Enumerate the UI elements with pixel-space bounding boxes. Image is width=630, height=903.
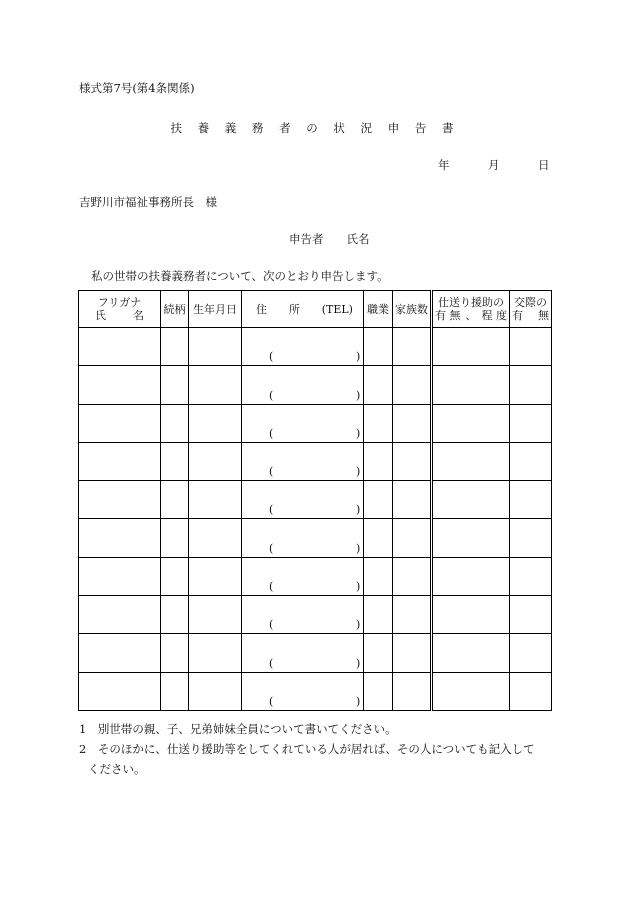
table-row [79, 481, 552, 519]
birthdate-cell[interactable] [189, 442, 242, 480]
tel-paren-open: ( [269, 656, 274, 670]
note-2-continued: ください。 [88, 762, 146, 776]
contact-cell[interactable] [510, 672, 552, 710]
name-cell[interactable] [79, 634, 161, 672]
address-cell[interactable] [242, 634, 364, 672]
tel-placeholder [242, 481, 363, 518]
declarant-name-label: 申告者 氏名 [289, 232, 370, 246]
table-row [79, 366, 552, 404]
relation-cell[interactable] [161, 672, 189, 710]
support-cell[interactable] [432, 442, 510, 480]
header-relation: 続柄 [161, 291, 189, 328]
obligor-table [78, 290, 552, 711]
address-cell[interactable] [242, 672, 364, 710]
tel-paren-open: ( [269, 388, 274, 402]
support-cell[interactable] [432, 366, 510, 404]
tel-placeholder [242, 596, 363, 633]
occupation-cell[interactable] [364, 634, 393, 672]
name-cell[interactable] [79, 672, 161, 710]
header-furigana: フリガナ [97, 296, 142, 309]
tel-placeholder [242, 673, 363, 710]
relation-cell[interactable] [161, 519, 189, 557]
date-month-label: 月 [488, 158, 500, 172]
tel-paren-close: ) [356, 426, 361, 440]
support-cell[interactable] [432, 519, 510, 557]
table-row [79, 404, 552, 442]
tel-placeholder [242, 519, 363, 556]
occupation-cell[interactable] [364, 557, 393, 595]
support-cell[interactable] [432, 328, 510, 366]
note-1: 1 別世帯の親、子、兄弟姉妹全員について書いてください。 [79, 722, 397, 736]
family-count-cell[interactable] [393, 404, 432, 442]
birthdate-cell[interactable] [189, 328, 242, 366]
birthdate-cell[interactable] [189, 634, 242, 672]
tel-paren-open: ( [269, 465, 274, 479]
tel-paren-close: ) [356, 580, 361, 594]
relation-cell[interactable] [161, 328, 189, 366]
relation-cell[interactable] [161, 634, 189, 672]
name-cell[interactable] [79, 366, 161, 404]
table-row [79, 672, 552, 710]
address-cell[interactable] [242, 442, 364, 480]
form-number: 様式第7号(第4条関係) [79, 81, 195, 95]
relation-cell[interactable] [161, 404, 189, 442]
name-cell[interactable] [79, 328, 161, 366]
birthdate-cell[interactable] [189, 366, 242, 404]
address-cell[interactable] [242, 404, 364, 442]
family-count-cell[interactable] [393, 519, 432, 557]
table-row [79, 442, 552, 480]
contact-cell[interactable] [510, 481, 552, 519]
tel-paren-open: ( [269, 618, 274, 632]
document-title: 扶 養 義 務 者 の 状 況 申 告 書 [170, 121, 460, 135]
family-count-cell[interactable] [393, 634, 432, 672]
header-support-2a: 有 無 [435, 309, 461, 322]
name-cell[interactable] [79, 442, 161, 480]
tel-placeholder [242, 366, 363, 403]
header-support [432, 291, 510, 328]
tel-paren-open: ( [269, 541, 274, 555]
address-cell[interactable] [242, 557, 364, 595]
name-cell[interactable] [79, 596, 161, 634]
tel-paren-open: ( [269, 580, 274, 594]
table-row [79, 596, 552, 634]
tel-paren-close: ) [356, 656, 361, 670]
occupation-cell[interactable] [364, 481, 393, 519]
contact-cell[interactable] [510, 328, 552, 366]
tel-paren-close: ) [356, 465, 361, 479]
occupation-cell[interactable] [364, 519, 393, 557]
table-header-row [79, 291, 552, 328]
tel-paren-open: ( [269, 694, 274, 708]
tel-placeholder [242, 328, 363, 365]
family-count-cell[interactable] [393, 596, 432, 634]
header-birthdate: 生年月日 [189, 291, 242, 328]
support-cell[interactable] [432, 557, 510, 595]
tel-placeholder [242, 443, 363, 480]
tel-placeholder [242, 405, 363, 442]
tel-placeholder [242, 558, 363, 595]
tel-placeholder [242, 634, 363, 671]
header-support-2b: 、 [465, 309, 477, 322]
birthdate-cell[interactable] [189, 672, 242, 710]
header-contact-2a: 有 [512, 309, 523, 322]
tel-paren-open: ( [269, 426, 274, 440]
name-cell[interactable] [79, 481, 161, 519]
table-row [79, 634, 552, 672]
occupation-cell[interactable] [364, 404, 393, 442]
address-cell[interactable] [242, 481, 364, 519]
birthdate-cell[interactable] [189, 404, 242, 442]
contact-cell[interactable] [510, 519, 552, 557]
address-cell[interactable] [242, 328, 364, 366]
date-year-label: 年 [438, 158, 450, 172]
tel-paren-open: ( [269, 503, 274, 517]
header-name [79, 291, 161, 328]
family-count-cell[interactable] [393, 328, 432, 366]
addressee: 吉野川市福祉事務所長 様 [79, 195, 217, 209]
header-support-1: 仕送り援助の [438, 296, 504, 309]
occupation-cell[interactable] [364, 672, 393, 710]
header-contact-1: 交際の [514, 296, 547, 309]
table-row [79, 328, 552, 366]
header-address-tel: (TEL) [321, 302, 353, 316]
date-day-label: 日 [538, 158, 550, 172]
address-cell[interactable] [242, 519, 364, 557]
occupation-cell[interactable] [364, 328, 393, 366]
contact-cell[interactable] [510, 557, 552, 595]
header-support-2c: 程 度 [481, 309, 507, 322]
contact-cell[interactable] [510, 596, 552, 634]
header-occupation: 職業 [364, 291, 393, 328]
tel-paren-close: ) [356, 694, 361, 708]
occupation-cell[interactable] [364, 442, 393, 480]
occupation-cell[interactable] [364, 596, 393, 634]
header-name-2: 名 [133, 309, 144, 322]
birthdate-cell[interactable] [189, 557, 242, 595]
support-cell[interactable] [432, 634, 510, 672]
relation-cell[interactable] [161, 596, 189, 634]
header-address-2: 所 [288, 302, 300, 316]
family-count-cell[interactable] [393, 366, 432, 404]
support-cell[interactable] [432, 481, 510, 519]
occupation-cell[interactable] [364, 366, 393, 404]
tel-paren-close: ) [356, 503, 361, 517]
note-2: 2 そのほかに、仕送り援助等をしてくれている人が居れば、その人についても記入して [79, 742, 535, 756]
address-cell[interactable] [242, 596, 364, 634]
support-cell[interactable] [432, 596, 510, 634]
birthdate-cell[interactable] [189, 596, 242, 634]
support-cell[interactable] [432, 404, 510, 442]
relation-cell[interactable] [161, 557, 189, 595]
tel-paren-close: ) [356, 541, 361, 555]
relation-cell[interactable] [161, 481, 189, 519]
family-count-cell[interactable] [393, 442, 432, 480]
birthdate-cell[interactable] [189, 519, 242, 557]
family-count-cell[interactable] [393, 672, 432, 710]
tel-paren-close: ) [356, 388, 361, 402]
contact-cell[interactable] [510, 404, 552, 442]
header-contact-2b: 無 [538, 309, 549, 322]
support-cell[interactable] [432, 672, 510, 710]
header-address-1: 住 [256, 302, 267, 316]
address-cell[interactable] [242, 366, 364, 404]
header-name-1: 氏 [95, 309, 106, 322]
relation-cell[interactable] [161, 442, 189, 480]
table-row [79, 557, 552, 595]
header-contact [510, 291, 552, 328]
header-family-count: 家族数 [393, 291, 432, 328]
header-address [242, 291, 364, 328]
family-count-cell[interactable] [393, 481, 432, 519]
relation-cell[interactable] [161, 366, 189, 404]
contact-cell[interactable] [510, 442, 552, 480]
birthdate-cell[interactable] [189, 481, 242, 519]
contact-cell[interactable] [510, 366, 552, 404]
name-cell[interactable] [79, 557, 161, 595]
family-count-cell[interactable] [393, 557, 432, 595]
name-cell[interactable] [79, 519, 161, 557]
name-cell[interactable] [79, 404, 161, 442]
tel-paren-close: ) [356, 350, 361, 364]
tel-paren-open: ( [269, 350, 274, 364]
contact-cell[interactable] [510, 634, 552, 672]
table-row [79, 519, 552, 557]
tel-paren-close: ) [356, 618, 361, 632]
intro-statement: 私の世帯の扶養義務者について、次のとおり申告します。 [91, 269, 389, 283]
